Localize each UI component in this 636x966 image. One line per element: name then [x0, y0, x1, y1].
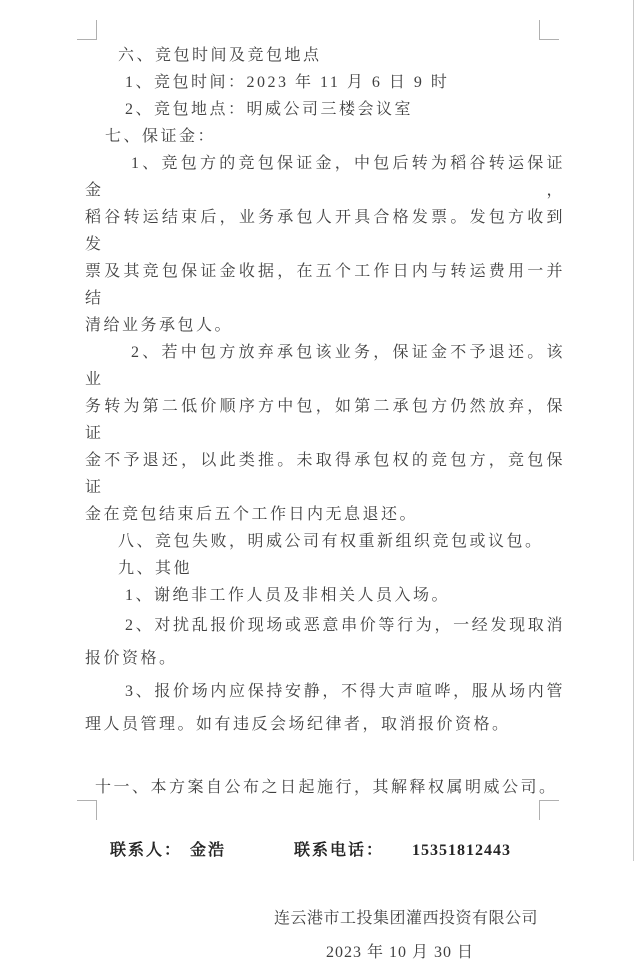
section-6-heading: 六、竞包时间及竞包地点	[118, 47, 322, 64]
other-item3-line1: 3、报价场内应保持安静，不得大声喧哗，服从场内管	[125, 683, 565, 700]
contact-person-name: 金浩	[190, 842, 227, 859]
deposit-para1-line3: 票及其竞包保证金收据，在五个工作日内与转运费用一并结	[85, 263, 565, 307]
other-item1-line: 1、谢绝非工作人员及非相关人员入场。	[125, 587, 451, 604]
section-9-heading: 九、其他	[118, 560, 193, 577]
bid-location-line: 2、竞包地点：明威公司三楼会议室	[125, 101, 414, 118]
contact-phone-label: 联系电话：	[294, 842, 385, 859]
other-item2-line1: 2、对扰乱报价现场或恶意串价等行为，一经发现取消	[125, 617, 565, 634]
other-item2-line2: 报价资格。	[85, 650, 178, 667]
signature-date: 2023 年 10 月 30 日	[325, 944, 474, 961]
section-11-line: 十一、本方案自公布之日起施行，其解释权属明威公司。	[95, 779, 558, 796]
bid-time-line: 1、竞包时间：2023 年 11 月 6 日 9 时	[125, 74, 450, 91]
section-8-line: 八、竞包失败，明威公司有权重新组织竞包或议包。	[118, 533, 544, 550]
deposit-para2-line3: 金不予退还，以此类推。未取得承包权的竞包方，竞包保证	[85, 452, 565, 496]
signature-company: 连云港市工投集团灌西投资有限公司	[273, 910, 538, 927]
other-item3-line2: 理人员管理。如有违反会场纪律者，取消报价资格。	[85, 716, 511, 733]
section-7-heading: 七、保证金：	[105, 128, 217, 145]
contact-row	[85, 837, 565, 864]
deposit-para2-line1: 2、若中包方放弃承包该业务，保证金不予退还。该业	[85, 344, 565, 388]
deposit-para2-line2: 务转为第二低价顺序方中包，如第二承包方仍然放弃，保证	[85, 398, 565, 442]
contact-person-label: 联系人：	[110, 842, 183, 859]
deposit-para1-line4: 清给业务承包人。	[85, 317, 234, 334]
deposit-para1-line1: 1、竞包方的竞包保证金，中包后转为稻谷转运保证金，	[85, 155, 565, 199]
deposit-para1-line2: 稻谷转运结束后，业务承包人开具合格发票。发包方收到发	[85, 209, 565, 253]
deposit-para2-line4: 金在竞包结束后五个工作日内无息退还。	[85, 506, 419, 523]
contact-phone-number: 15351812443	[412, 842, 512, 859]
